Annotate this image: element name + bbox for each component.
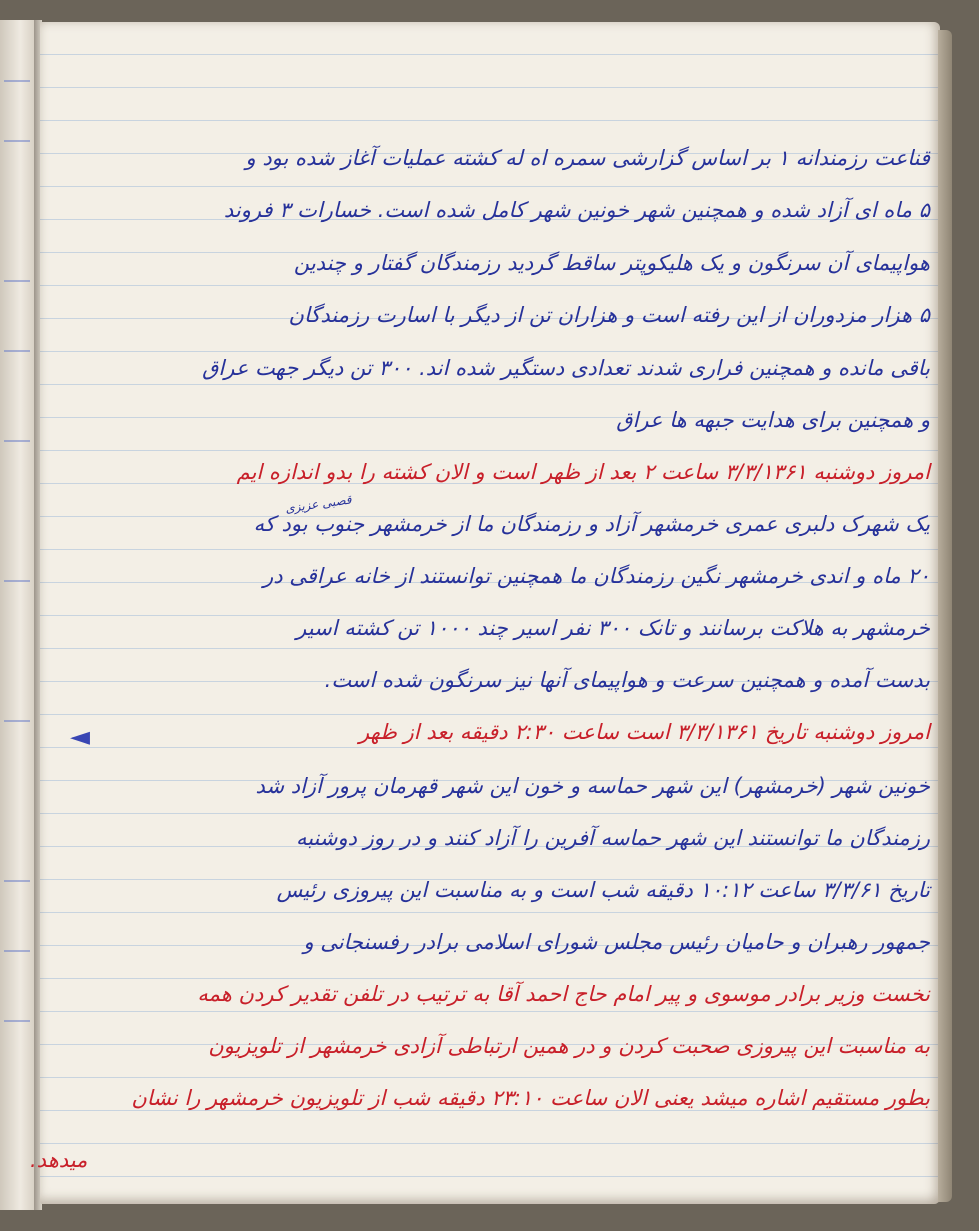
page-stack-edge [938,30,952,1202]
journal-line-4: ۵ هزار مزدوران از این رفته است و هزاران تن از دیگر با اسارت رزمندگان [288,303,930,327]
journal-line-6: و همچنین برای هدایت جبهه ها عراق [616,408,930,432]
left-page-edge [0,20,36,1210]
journal-line-12: امروز دوشنبه تاریخ ۳/۳/۱۳۶۱ است ساعت ۲:۳۰ دقیقه بعد از ظهر [358,720,930,744]
journal-line-20: میدهد. [30,1148,88,1172]
journal-line-2: ۵ ماه ای آزاد شده و همچنین شهر خونین شهر کامل شده است. خسارات ۳ فروند [223,198,930,222]
journal-line-5: باقی مانده و همچنین فراری شدند تعدادی دستگیر شده اند. ۳۰۰ تن دیگر جهت عراق [202,356,930,380]
journal-line-17: نخست وزیر برادر موسوی و پیر امام حاج احمد آقا به ترتیب در تلفن تقدیر کردن همه [197,982,930,1006]
journal-text [30,0,930,1231]
journal-line-10: خرمشهر به هلاکت برسانند و تانک ۳۰۰ نفر اسیر چند ۱۰۰۰ تن کشته اسیر [296,616,930,640]
journal-line-8: یک شهرک دلبری عمری خرمشهر آزاد و رزمندگان ما از خرمشهر جنوب بود که [253,512,930,536]
journal-line-9: ۲۰ ماه و اندی خرمشهر نگین رزمندگان ما همچنین توانستند از خانه عراقی در [263,564,930,588]
journal-line-15: تاریخ ۳/۳/۶۱ ساعت ۱۰:۱۲ دقیقه شب است و به مناسبت این پیروزی رئیس [276,878,930,902]
journal-line-18: به مناسبت این پیروزی صحبت کردن و در همین ارتباطی آزادی خرمشهر از تلویزیون [208,1034,930,1058]
journal-line-3: هواپیمای آن سرنگون و یک هلیکوپتر ساقط گردید رزمندگان گفتار و چندین [293,251,930,275]
journal-line-7: امروز دوشنبه ۳/۳/۱۳۶۱ ساعت ۲ بعد از ظهر است و الان کشته را بدو اندازه ایم [236,460,930,484]
margin-arrow-icon: ◄ [70,722,90,752]
journal-line-19: بطور مستقیم اشاره میشد یعنی الان ساعت ۲۳:۱۰ دقیقه شب از تلویزیون خرمشهر را نشان [131,1086,930,1110]
interlinear-note: قصبی عزیزی [284,492,353,516]
journal-line-13: خونین شهر (خرمشهر) این شهر حماسه و خون این شهر قهرمان پرور آزاد شد [255,774,930,798]
journal-line-1: قناعت رزمندانه ۱ بر اساس گزارشی سمره اه له کشته عملیات آغاز شده بود و [245,146,930,170]
journal-line-16: جمهور رهبران و حامیان رئیس مجلس شورای اسلامی برادر رفسنجانی و [303,930,930,954]
journal-line-11: بدست آمده و همچنین سرعت و هواپیمای آنها نیز سرنگون شده است. [324,668,930,692]
journal-line-14: رزمندگان ما توانستند این شهر حماسه آفرین را آزاد کنند و در روز دوشنبه [295,826,930,850]
